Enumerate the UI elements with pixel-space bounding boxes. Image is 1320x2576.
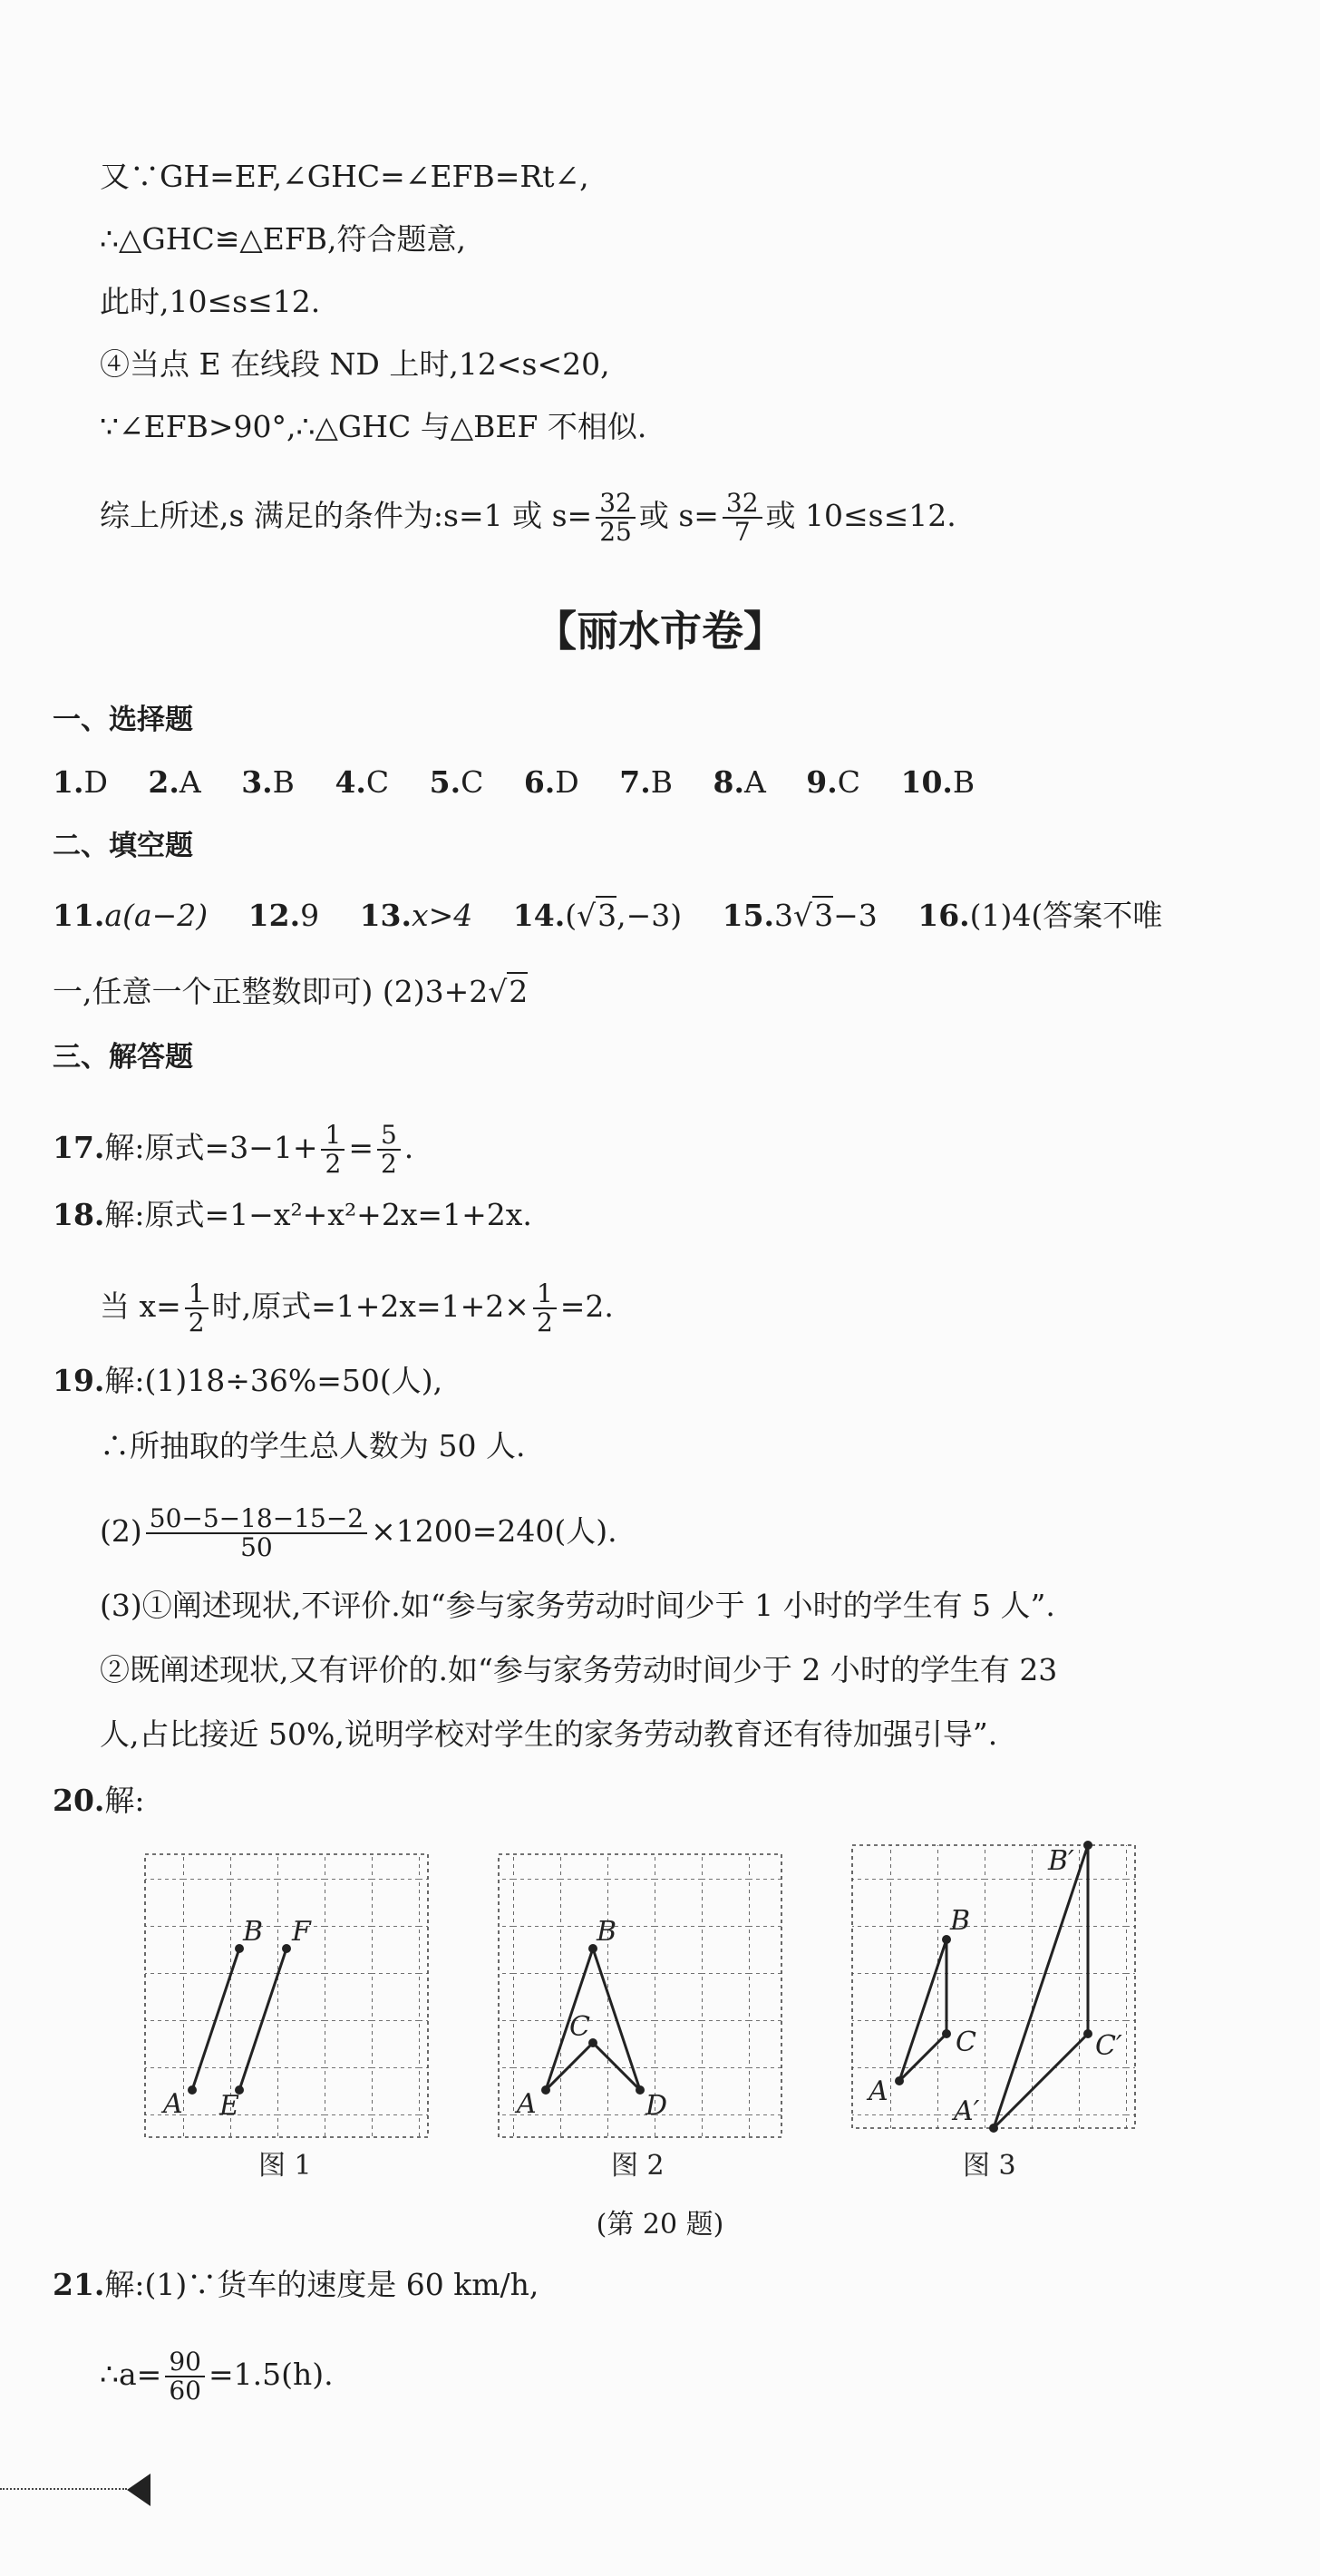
choice-heading: 一、选择题	[53, 704, 193, 736]
numerator: 32	[596, 490, 636, 519]
answer: x>4	[412, 898, 473, 933]
question-number: 4.	[335, 764, 366, 800]
label-D: D	[645, 2090, 668, 2122]
numerator: 1	[533, 1280, 557, 1309]
text: .	[403, 1130, 414, 1165]
label-C-prime: C′	[1095, 2030, 1122, 2062]
denominator: 2	[380, 1149, 397, 1179]
radicand: 3	[814, 898, 834, 933]
fraction	[185, 1280, 209, 1337]
q19-line3	[100, 1505, 617, 1561]
figure-caption: (第 20 题)	[596, 2209, 724, 2241]
figure-1	[145, 1854, 428, 2182]
text: 当 x=	[100, 1288, 181, 1324]
answer: a(a−2)	[104, 898, 209, 933]
fraction	[723, 490, 762, 546]
fraction	[533, 1280, 557, 1337]
question-number: 9.	[806, 764, 838, 800]
question-number: 10.	[900, 764, 953, 800]
figure-1-label: 图 1	[258, 2150, 312, 2182]
text: 综上所述,s 满足的条件为:s=1 或 s=	[100, 498, 593, 533]
choice-answers	[53, 764, 975, 801]
question-number: 2.	[148, 764, 180, 800]
denominator: 60	[169, 2376, 201, 2406]
question-number: 18.	[53, 1197, 105, 1232]
text: =2.	[559, 1288, 614, 1324]
fill-heading: 二、填空题	[53, 830, 193, 862]
text: 一,任意一个正整数即可) (2)3+2	[53, 974, 489, 1009]
denominator: 50	[240, 1532, 273, 1562]
answer: 3√3−3	[774, 898, 878, 933]
q19	[53, 1363, 442, 1399]
q18-line2	[100, 1280, 614, 1337]
question-number: 11.	[53, 898, 105, 933]
text: 3	[774, 898, 794, 933]
question-number: 5.	[429, 764, 461, 800]
text: 解:(1)18÷36%=50(人),	[104, 1363, 443, 1398]
denominator: 2	[325, 1149, 342, 1179]
radicand: 3	[597, 898, 617, 933]
q17	[53, 1122, 413, 1178]
answer: B	[650, 764, 673, 800]
text: (	[565, 898, 578, 933]
q20	[53, 1783, 145, 1819]
text: ∴a=	[100, 2357, 162, 2392]
text-line: ∵∠EFB>90°,∴△GHC 与△BEF 不相似.	[100, 409, 647, 444]
question-number: 17.	[53, 1130, 105, 1165]
label-F: F	[292, 1916, 311, 1948]
answer: C	[365, 764, 390, 800]
question-number: 3.	[241, 764, 273, 800]
label-C: C	[569, 2011, 590, 2043]
fill-answers-cont: 一,任意一个正整数即可) (2)3+2√2	[53, 974, 529, 1009]
label-B: B	[597, 1916, 617, 1948]
solve-heading: 三、解答题	[53, 1041, 193, 1074]
numerator: 90	[165, 2348, 205, 2377]
label-A-prime: A′	[954, 2095, 980, 2127]
label-A: A	[163, 2088, 183, 2120]
text: 解:	[104, 1783, 145, 1818]
label-B: B	[950, 1905, 971, 1937]
answer: D	[83, 764, 108, 800]
label-C: C	[956, 2027, 976, 2058]
radicand: 2	[509, 974, 529, 1009]
numerator: 32	[723, 490, 762, 519]
answer: (1)4(答案不唯	[969, 898, 1163, 933]
fraction	[146, 1505, 367, 1561]
numerator: 1	[321, 1122, 345, 1151]
answer: 9	[300, 898, 320, 933]
answer: (√3,−3)	[565, 898, 683, 933]
label-A: A	[869, 2075, 888, 2107]
denominator: 2	[188, 1307, 205, 1337]
text: 解:原式=3−1+	[104, 1130, 318, 1165]
fraction	[321, 1122, 345, 1178]
fraction	[596, 490, 636, 546]
text: =	[348, 1130, 374, 1165]
text: =1.5(h).	[208, 2357, 334, 2392]
question-number: 8.	[713, 764, 744, 800]
footer-dotted-line	[0, 2488, 127, 2490]
label-B-prime: B′	[1048, 1845, 1074, 1877]
figure-3	[852, 1841, 1135, 2182]
q19-line6: 人,占比接近 50%,说明学校对学生的家务劳动教育还有待加强引导”.	[100, 1716, 998, 1752]
text: 或 10≤s≤12.	[765, 498, 956, 533]
figure-2-label: 图 2	[611, 2150, 665, 2182]
answer: C	[461, 764, 484, 800]
question-number: 6.	[523, 764, 556, 800]
question-number: 1.	[53, 764, 84, 800]
label-B: B	[243, 1916, 264, 1948]
question-number: 21.	[53, 2267, 105, 2302]
fraction	[165, 2348, 205, 2405]
answer: A	[179, 764, 201, 800]
text-line: 此时,10≤s≤12.	[100, 284, 321, 319]
q19-line5: ②既阐述现状,又有评价的.如“参与家务劳动时间少于 2 小时的学生有 23	[100, 1652, 1058, 1687]
question-number: 14.	[512, 898, 566, 933]
question-number: 12.	[248, 898, 301, 933]
numerator: 5	[377, 1122, 401, 1151]
text: 时,原式=1+2x=1+2×	[211, 1288, 529, 1324]
q21	[53, 2267, 539, 2303]
fraction	[377, 1122, 401, 1178]
answer: B	[272, 764, 295, 800]
text: −3	[833, 898, 878, 933]
q21-line2	[100, 2348, 334, 2405]
figure-2	[499, 1854, 781, 2182]
text: (2)	[100, 1513, 142, 1549]
answer: A	[743, 764, 766, 800]
text: 解:原式=1−x²+x²+2x=1+2x.	[104, 1197, 532, 1232]
fill-answers	[53, 898, 1162, 934]
q20-figures	[136, 1832, 1160, 2194]
figure-3-label: 图 3	[963, 2150, 1016, 2182]
question-number: 19.	[53, 1363, 105, 1398]
numerator: 50−5−18−15−2	[146, 1505, 367, 1534]
answer: C	[837, 764, 860, 800]
denominator: 7	[733, 517, 751, 547]
text-line: ∴△GHC≌△EFB,符合题意,	[100, 221, 467, 257]
question-number: 7.	[619, 764, 651, 800]
question-number: 15.	[722, 898, 775, 933]
text: 解:(1)∵货车的速度是 60 km/h,	[104, 2267, 539, 2302]
q19-line4: (3)①阐述现状,不评价.如“参与家务劳动时间少于 1 小时的学生有 5 人”.	[100, 1588, 1055, 1623]
text: ,−3)	[616, 898, 683, 933]
label-E: E	[219, 2090, 239, 2122]
denominator: 25	[599, 517, 632, 547]
q18	[53, 1197, 532, 1233]
text-line: ④当点 E 在线段 ND 上时,12<s<20,	[100, 346, 610, 382]
denominator: 2	[536, 1307, 553, 1337]
question-number: 20.	[53, 1783, 105, 1818]
section-title: 【丽水市卷】	[535, 607, 785, 656]
q19-line2: ∴所抽取的学生总人数为 50 人.	[100, 1428, 526, 1463]
numerator: 1	[185, 1280, 209, 1309]
conclusion-line	[100, 490, 956, 546]
question-number: 13.	[359, 898, 412, 933]
text-line: 又∵GH=EF,∠GHC=∠EFB=Rt∠,	[100, 159, 589, 194]
question-number: 16.	[917, 898, 970, 933]
answer: D	[555, 764, 579, 800]
answer: B	[952, 764, 975, 800]
text: ×1200=240(人).	[371, 1513, 617, 1549]
label-A: A	[517, 2088, 537, 2120]
page-triangle-icon	[127, 2474, 150, 2506]
text: 或 s=	[638, 498, 719, 533]
